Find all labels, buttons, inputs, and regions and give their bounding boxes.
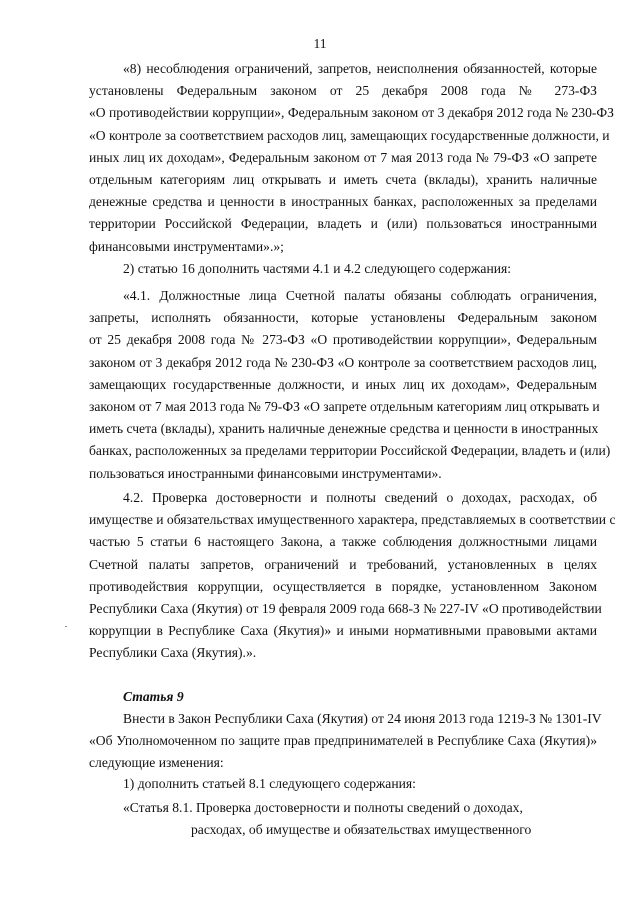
text-line: денежные средства и ценности в иностранных банках, расположенных за пределами <box>89 194 597 210</box>
text-line: установлены Федеральным законом от 25 декабря 2008 года № 273-ФЗ <box>89 83 597 99</box>
text-line: «Статья 8.1. Проверка достоверности и полноты сведений о доходах, <box>123 800 523 815</box>
paragraph-4-2 <box>89 487 616 665</box>
text-line: замещающих государственные должности, и иных лиц их доходам», Федеральным <box>89 376 597 392</box>
text-line: «О противодействии коррупции», Федеральным законом от 3 декабря 2012 года № 230-ФЗ <box>89 105 614 121</box>
text-line: частью 5 статьи 6 настоящего Закона, а также соблюдения должностными лицами <box>89 534 597 550</box>
text-line: «4.1. Должностные лица Счетной палаты обязаны соблюдать ограничения, <box>123 288 597 303</box>
text-line: Счетной палаты запретов, ограничений и требований, установленных в целях <box>89 556 597 572</box>
text-line: Республики Саха (Якутия) от 19 февраля 2009 года 668-З № 227-IV «О противодействии <box>89 601 602 617</box>
text-line: 4.2. Проверка достоверности и полноты сведений о доходах, расходах, об <box>123 490 597 505</box>
text-line: следующие изменения: <box>89 755 224 771</box>
text-line: запреты, исполнять обязанности, которые установлены Федеральным законом <box>89 310 597 326</box>
text-line: противодействия коррупции, осуществляется в порядке, установленном Законом <box>89 578 597 594</box>
paragraph-item-8 <box>89 58 614 258</box>
text-line: «8) несоблюдения ограничений, запретов, неисполнения обязанностей, которые <box>123 61 597 76</box>
text-line: отдельным категориям лиц открывать и иметь счета (вклады), хранить наличные <box>89 172 597 188</box>
text-line: имуществе и обязательствах имущественного характера, представляемых в соответствии с <box>89 512 616 528</box>
page-number: 11 <box>313 36 327 51</box>
text-line: иных лиц их доходам», Федеральным законом от 7 мая 2013 года № 79-ФЗ «О запрете <box>89 149 597 165</box>
paragraph-4-1 <box>89 285 611 485</box>
text-line: от 25 декабря 2008 года № 273-ФЗ «О противодействии коррупции», Федеральным <box>89 332 597 348</box>
article-title: Статья 9 <box>123 689 184 704</box>
text-line: банках, расположенных за пределами территории Российской Федерации, владеть и (или) <box>89 443 611 459</box>
text-line: «О контроле за соответствием расходов лиц, замещающих государственные должности, и <box>89 127 610 143</box>
text-line: пользоваться иностранными финансовыми инструментами». <box>89 465 442 481</box>
text-line: законом от 3 декабря 2012 года № 230-ФЗ «О контроле за соответствием расходов лиц, <box>89 354 597 370</box>
article-heading <box>89 686 597 708</box>
text-line: «Об Уполномоченном по защите прав предпринимателей в Республике Саха (Якутия)» <box>89 733 597 749</box>
article-intro <box>89 708 602 775</box>
text-line: 2) статью 16 дополнить частями 4.1 и 4.2 следующего содержания: <box>123 261 512 276</box>
text-line: территории Российской Федерации, владеть и (или) пользоваться иностранными <box>89 216 597 232</box>
text-line: 1) дополнить статьей 8.1 следующего содержания: <box>123 776 416 791</box>
text-line: иметь счета (вклады), хранить наличные денежные средства и ценности в иностранных <box>89 421 599 437</box>
text-line: Внести в Закон Республики Саха (Якутия) от 24 июня 2013 года 1219-З № 1301-IV <box>123 711 602 726</box>
article-8-1-heading <box>89 797 597 841</box>
text-line: законом от 7 мая 2013 года № 79-ФЗ «О запрете отдельным категориям лиц открывать и <box>89 399 600 415</box>
paragraph-item-2 <box>89 258 597 280</box>
text-line: расходах, об имуществе и обязательствах имущественного <box>191 822 532 838</box>
text-line: коррупции в Республике Саха (Якутия)» и иными нормативными правовыми актами <box>89 623 597 639</box>
text-line: Республики Саха (Якутия).». <box>89 645 257 661</box>
scan-speck <box>65 626 67 627</box>
text-line: финансовыми инструментами».»; <box>89 238 284 254</box>
paragraph-item-1 <box>89 773 597 795</box>
